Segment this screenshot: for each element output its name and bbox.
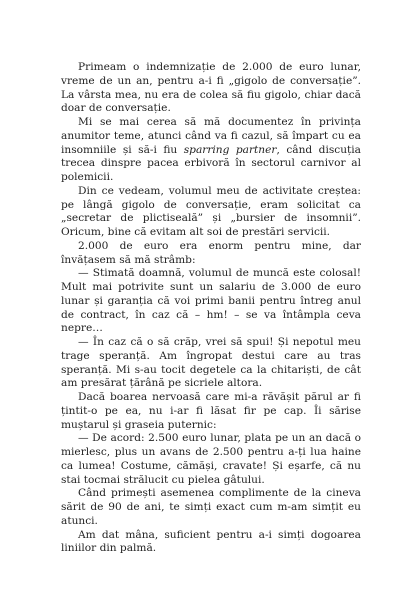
- text-run: Primeam o indemnizație de 2.000 de euro lunar, vreme de un an, pentru a-i fi „gigolo de conversație”. La vârsta mea, nu era de colea să fiu gigolo, chiar dacă doar de conversație.: [61, 61, 361, 115]
- text-run: — Stimată doamnă, volumul de muncă este colosal! Mult mai potrivite sunt un salariu de 3.000 de euro lunar și garanția că voi primi banii pentru întreg anul de contract, în caz că – hm! – se va întâmpla ceva nepre…: [61, 267, 361, 335]
- text-run: — În caz că o să crăp, vrei să spui! Și nepotul meu trage speranță. Am îngropat destui care au tras speranță. Mi s-au tocit degetele ca la chitariști, de cât am presărat țărână pe sicriele altora.: [61, 336, 361, 390]
- text-run: Dacă boarea nervoasă care mi-a răvășit părul ar fi țintit-o pe ea, nu i-ar fi lăsat fir pe cap. Îi sărise muștarul și graseia puternic:: [61, 391, 361, 431]
- text-run: Mi se mai cerea să mă documentez în privința anumitor teme, atunci când va fi cazul, să împart cu ea insomniile și să-i fiu: [61, 116, 361, 156]
- paragraph: [61, 61, 361, 116]
- paragraph: [61, 336, 361, 391]
- paragraph: [61, 529, 361, 557]
- paragraph: [61, 432, 361, 487]
- text-run: Din ce vedeam, volumul meu de activitate creștea: pe lângă gigolo de conversație, eram solicitat ca „secretar de plictiseală” și „bursier de insomnii”. Oricum, bine că evitam alt soi de prestări servicii.: [61, 184, 361, 238]
- body-text: [61, 61, 361, 556]
- text-run: 2.000 de euro era enorm pentru mine, dar învățasem să mă strâmb:: [61, 239, 361, 266]
- paragraph: [61, 487, 361, 528]
- text-run: — De acord: 2.500 euro lunar, plata pe un an dacă o mierlesc, plus un avans de 2.500 pentru a-ți lua haine ca lumea! Costume, cămăși, cravate! Și eșarfe, că nu stai tocmai strălucit cu pielea gâtului.: [61, 432, 361, 486]
- text-run: , când discuția trecea dinspre pacea erbivoră în sectorul carnivor al polemicii.: [61, 143, 361, 183]
- paragraph: [61, 391, 361, 432]
- paragraph: [61, 240, 361, 268]
- text-run: Când primești asemenea complimente de la cineva sărit de 90 de ani, te simți exact cum m-am simțit eu atunci.: [61, 487, 361, 527]
- text-run: Am dat mâna, suficient pentru a-i simți dogoarea liniilor din palmă.: [61, 528, 361, 555]
- paragraph: [61, 185, 361, 240]
- paragraph: [61, 267, 361, 336]
- paragraph: [61, 116, 361, 185]
- italic-text: sparring partner: [183, 143, 277, 156]
